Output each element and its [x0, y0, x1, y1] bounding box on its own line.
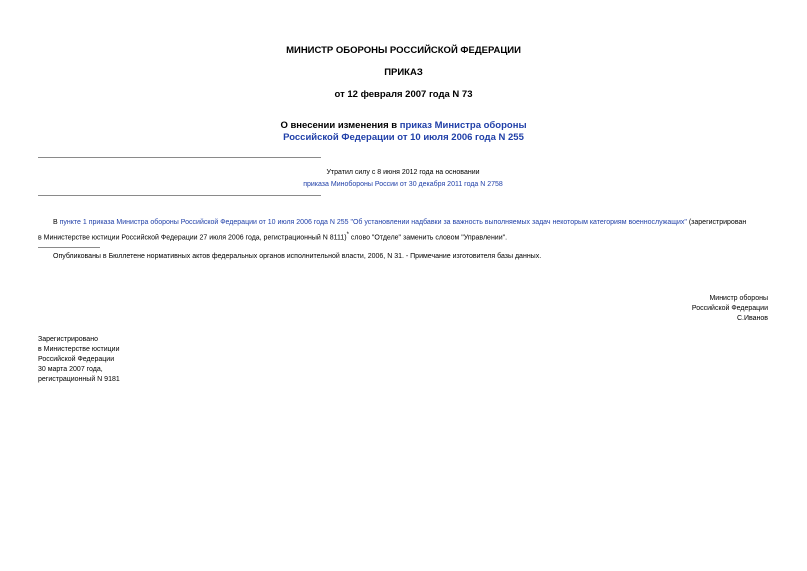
- title-prefix: О внесении изменения в: [280, 120, 400, 131]
- divider-status: [38, 195, 321, 196]
- signature-title: Министр обороны: [709, 295, 768, 302]
- registration-line-4: 30 марта 2007 года,: [38, 366, 103, 373]
- signature-name: С.Иванов: [736, 315, 768, 322]
- divider-top: [38, 157, 321, 158]
- date-number-heading: от 12 февраля 2007 года N 73: [334, 89, 473, 100]
- registration-line-5: регистрационный N 9181: [38, 376, 120, 383]
- p1-link-order-255[interactable]: пункте 1 приказа Министра обороны Российской Федерации от 10 июля 2006 года N 255 "Об установлении надбавки за важность выполняемых задач некоторым категориям военнослужащих": [59, 219, 687, 226]
- doc-type-heading: ПРИКАЗ: [384, 67, 423, 78]
- p1-mid: (зарегистрирован: [686, 219, 747, 226]
- title-link-amended-order[interactable]: приказ Министра обороны: [399, 120, 527, 131]
- status-line: Утратил силу с 8 июня 2012 года на основании: [326, 169, 480, 176]
- footnote-divider: [38, 247, 100, 248]
- registration-block: [38, 335, 238, 385]
- body-paragraph: [38, 218, 770, 243]
- title-link-amended-order-line2[interactable]: Российской Федерации от 10 июля 2006 года N 255: [283, 132, 524, 143]
- registration-line-3: Российской Федерации: [38, 356, 115, 363]
- registration-line-1: Зарегистрировано: [38, 336, 98, 343]
- signature-block: [568, 294, 768, 324]
- signature-country: Российской Федерации: [691, 305, 768, 312]
- status-repeal-link[interactable]: приказа Минобороны России от 30 декабря 2011 года N 2758: [303, 181, 503, 188]
- status-note: [287, 168, 519, 190]
- p1-end: слово "Отделе" заменить словом "Управлении".: [348, 234, 508, 242]
- p1-line2: в Министерстве юстиции Российской Федерации 27 июля 2006 года, регистрационный N 8111): [38, 234, 347, 242]
- p1-prefix: В: [53, 219, 60, 226]
- ministry-heading: МИНИСТР ОБОРОНЫ РОССИЙСКОЙ ФЕДЕРАЦИИ: [286, 45, 521, 56]
- document-title: [0, 120, 807, 144]
- registration-line-2: в Министерстве юстиции: [38, 346, 120, 353]
- footnote-text: Опубликованы в Бюллетене нормативных актов федеральных органов исполнительной власти, 2006, N 31. - Примечание изготовителя базы данных.: [53, 253, 542, 260]
- footnote-marker: *: [346, 232, 349, 238]
